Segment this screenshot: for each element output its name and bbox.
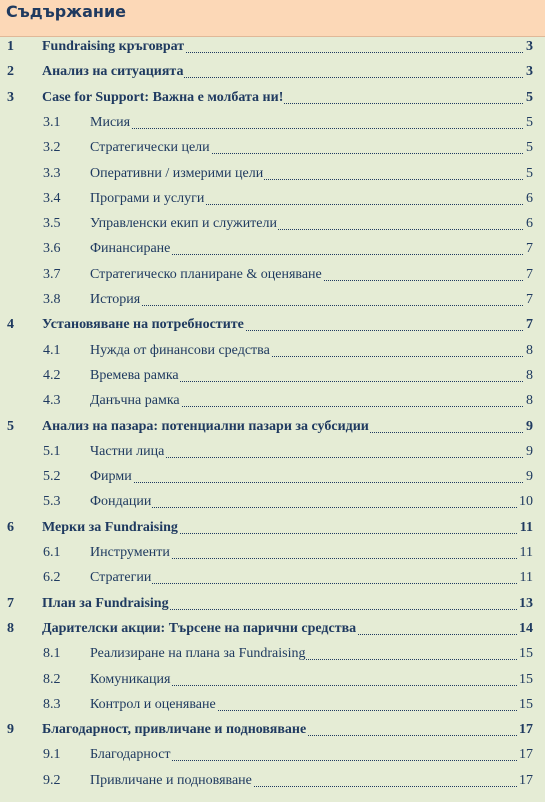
toc-entry-number: 3.3 xyxy=(43,165,61,181)
toc-entry-number: 4.3 xyxy=(43,393,61,409)
toc-entry-number: 3.1 xyxy=(43,114,61,130)
toc-entry-page[interactable]: 17 xyxy=(519,772,533,788)
toc-entry-number: 5 xyxy=(7,418,14,434)
toc-entry-label[interactable]: Данъчна рамка xyxy=(90,393,180,409)
toc-entry[interactable] xyxy=(0,618,545,643)
toc-entry-label[interactable]: Благодарност, привличане и подновяване xyxy=(42,722,307,738)
toc-entry[interactable] xyxy=(0,264,545,289)
toc-entry-number: 5.3 xyxy=(43,494,61,510)
toc-entry-number: 5.2 xyxy=(43,469,61,485)
toc-entry-page[interactable]: 9 xyxy=(526,469,533,485)
toc-entry[interactable] xyxy=(0,517,545,542)
toc-entry-label[interactable]: Реализиране на плана за Fundraising xyxy=(90,646,306,662)
toc-entry-label[interactable]: Case for Support: Важна е молбата ни! xyxy=(42,89,284,105)
toc-entry-page[interactable]: 7 xyxy=(526,266,533,282)
toc-entry-page[interactable]: 17 xyxy=(519,722,533,738)
dot-leader xyxy=(90,305,531,306)
toc-entry-number: 3.6 xyxy=(43,241,61,257)
toc-entry-label[interactable]: План за Fundraising xyxy=(42,595,169,611)
toc-entry[interactable] xyxy=(0,744,545,769)
toc-entry-page[interactable]: 15 xyxy=(519,646,533,662)
toc-entry[interactable] xyxy=(0,466,545,491)
toc-entry[interactable] xyxy=(0,36,545,61)
toc-entry[interactable] xyxy=(0,643,545,668)
toc-entry[interactable] xyxy=(0,289,545,314)
toc-entry-label[interactable]: Инструменти xyxy=(90,545,170,560)
toc-entry-number: 9 xyxy=(7,722,14,738)
toc-entry[interactable] xyxy=(0,719,545,744)
toc-entry-label[interactable]: Стратегии xyxy=(90,570,152,586)
toc-entry-page[interactable]: 15 xyxy=(519,671,533,687)
toc-entry-label[interactable]: Оперативни / измерими цели xyxy=(90,165,264,181)
toc-entry[interactable] xyxy=(0,770,545,795)
toc-entry[interactable] xyxy=(0,238,545,263)
dot-leader xyxy=(90,507,531,508)
toc-entry-number: 6 xyxy=(7,519,14,535)
toc-entry-label[interactable]: Фондации xyxy=(90,494,152,510)
toc-entry-label[interactable]: Привличане и подновяване xyxy=(90,772,252,788)
toc-entry[interactable] xyxy=(0,163,545,188)
toc-entry-number: 4.2 xyxy=(43,367,61,383)
toc-entry-page[interactable]: 7 xyxy=(526,317,533,333)
toc-entry-number: 3.4 xyxy=(43,190,61,206)
dot-leader xyxy=(90,128,531,129)
toc-entry[interactable] xyxy=(0,188,545,213)
toc-entry-page[interactable]: 11 xyxy=(519,545,533,560)
toc-header xyxy=(0,0,545,37)
toc-entry-page[interactable]: 13 xyxy=(519,595,533,611)
toc-entry-label[interactable]: Дарителски акции: Търсене на парични средства xyxy=(42,620,357,636)
toc-entry-page[interactable]: 5 xyxy=(526,114,533,130)
toc-entry-number: 4 xyxy=(7,317,14,333)
toc-entry-number: 8.3 xyxy=(43,696,61,712)
toc-entry-number: 1 xyxy=(7,39,14,54)
toc-entry-page[interactable]: 5 xyxy=(526,89,533,105)
toc-entry-number: 3 xyxy=(7,89,14,105)
toc-entry-label[interactable]: Установяване на потребностите xyxy=(42,317,244,333)
toc-entry[interactable] xyxy=(0,593,545,618)
toc-entry[interactable] xyxy=(0,694,545,719)
toc-entry-page[interactable]: 7 xyxy=(526,241,533,257)
toc-entry-label[interactable]: Програми и услуги xyxy=(90,190,205,206)
toc-entry-page[interactable]: 5 xyxy=(526,140,533,156)
toc-entry-page[interactable]: 8 xyxy=(526,393,533,409)
toc-entry-number: 7 xyxy=(7,595,14,611)
toc-entry-number: 8.2 xyxy=(43,671,61,687)
toc-entry-page[interactable]: 10 xyxy=(519,494,533,510)
toc-entry[interactable] xyxy=(0,390,545,415)
toc-entry-label[interactable]: Мисия xyxy=(90,114,131,130)
toc-entry-page[interactable]: 6 xyxy=(526,190,533,206)
toc-entry-page[interactable]: 7 xyxy=(526,292,533,307)
toc-entry-page[interactable]: 11 xyxy=(519,519,533,535)
toc-entry-number: 6.2 xyxy=(43,570,61,586)
toc-entry-page[interactable]: 17 xyxy=(519,747,533,763)
toc-entry-label[interactable]: Стратегически цели xyxy=(90,140,210,156)
toc-entry-label[interactable]: Стратегическо планиране & оценяване xyxy=(90,266,322,282)
toc-entry-label[interactable]: Комуникация xyxy=(90,671,171,687)
toc-entry[interactable] xyxy=(0,340,545,365)
toc-entry-label[interactable]: Нужда от финансови средства xyxy=(90,342,270,358)
toc-entry-page[interactable]: 11 xyxy=(519,570,533,586)
toc-entry-page[interactable]: 9 xyxy=(526,443,533,459)
toc-entry-page[interactable]: 8 xyxy=(526,367,533,383)
toc-entry-page[interactable]: 8 xyxy=(526,342,533,358)
toc-entry-label[interactable]: Времева рамка xyxy=(90,367,179,383)
toc-entry-label[interactable]: Анализ на пазара: потенциални пазари за субсидии xyxy=(42,418,369,434)
toc-entry[interactable] xyxy=(0,416,545,441)
toc-entry[interactable] xyxy=(0,314,545,339)
toc-entry[interactable] xyxy=(0,491,545,516)
toc-entry-number: 5.1 xyxy=(43,443,61,459)
toc-entry[interactable] xyxy=(0,213,545,238)
toc-entry-label[interactable]: Финансиране xyxy=(90,241,171,257)
toc-entry[interactable] xyxy=(0,441,545,466)
dot-leader xyxy=(90,583,531,584)
toc-entry-page[interactable]: 3 xyxy=(526,64,533,80)
toc-entry[interactable] xyxy=(0,112,545,137)
toc-entry-number: 3.7 xyxy=(43,266,61,282)
toc-entry-number: 3.5 xyxy=(43,216,61,232)
toc-entry-page[interactable]: 3 xyxy=(526,39,533,54)
toc-entry[interactable] xyxy=(0,61,545,86)
dot-leader xyxy=(90,482,531,483)
toc-entry-number: 9.2 xyxy=(43,772,61,788)
toc-entry-page[interactable]: 6 xyxy=(526,216,533,232)
toc-entry[interactable] xyxy=(0,542,545,567)
toc-entry-number: 2 xyxy=(7,64,14,80)
toc-entry-label[interactable]: Благодарност xyxy=(90,747,171,763)
toc-entry-label[interactable]: История xyxy=(90,292,141,307)
toc-entry-number: 3.8 xyxy=(43,292,61,307)
toc-entry-number: 3.2 xyxy=(43,140,61,156)
toc-entry[interactable] xyxy=(0,567,545,592)
toc-entry-page[interactable]: 5 xyxy=(526,165,533,181)
toc-entry-label[interactable]: Контрол и оценяване xyxy=(90,696,216,712)
toc-entry-label[interactable]: Управленски екип и служители xyxy=(90,216,277,232)
toc-entry-label[interactable]: Мерки за Fundraising xyxy=(42,519,178,535)
toc-entry-number: 8.1 xyxy=(43,646,61,662)
toc-entry-page[interactable]: 14 xyxy=(519,620,533,636)
toc-entry-label[interactable]: Фирми xyxy=(90,469,132,485)
toc-entry-number: 9.1 xyxy=(43,747,61,763)
toc-entry-number: 8 xyxy=(7,620,14,636)
toc-entry[interactable] xyxy=(0,365,545,390)
toc-entry-page[interactable]: 9 xyxy=(526,418,533,434)
toc-entry-label[interactable]: Частни лица xyxy=(90,443,165,459)
toc-entry[interactable] xyxy=(0,669,545,694)
toc-entry-label[interactable]: Fundraising кръговрат xyxy=(42,39,185,54)
toc-entry[interactable] xyxy=(0,137,545,162)
toc-entry-number: 4.1 xyxy=(43,342,61,358)
toc-title: Съдържание xyxy=(6,2,126,21)
toc-entry-number: 6.1 xyxy=(43,545,61,560)
toc-entry[interactable] xyxy=(0,87,545,112)
toc-entry-page[interactable]: 15 xyxy=(519,696,533,712)
toc-entry-label[interactable]: Анализ на ситуацията xyxy=(42,64,184,80)
